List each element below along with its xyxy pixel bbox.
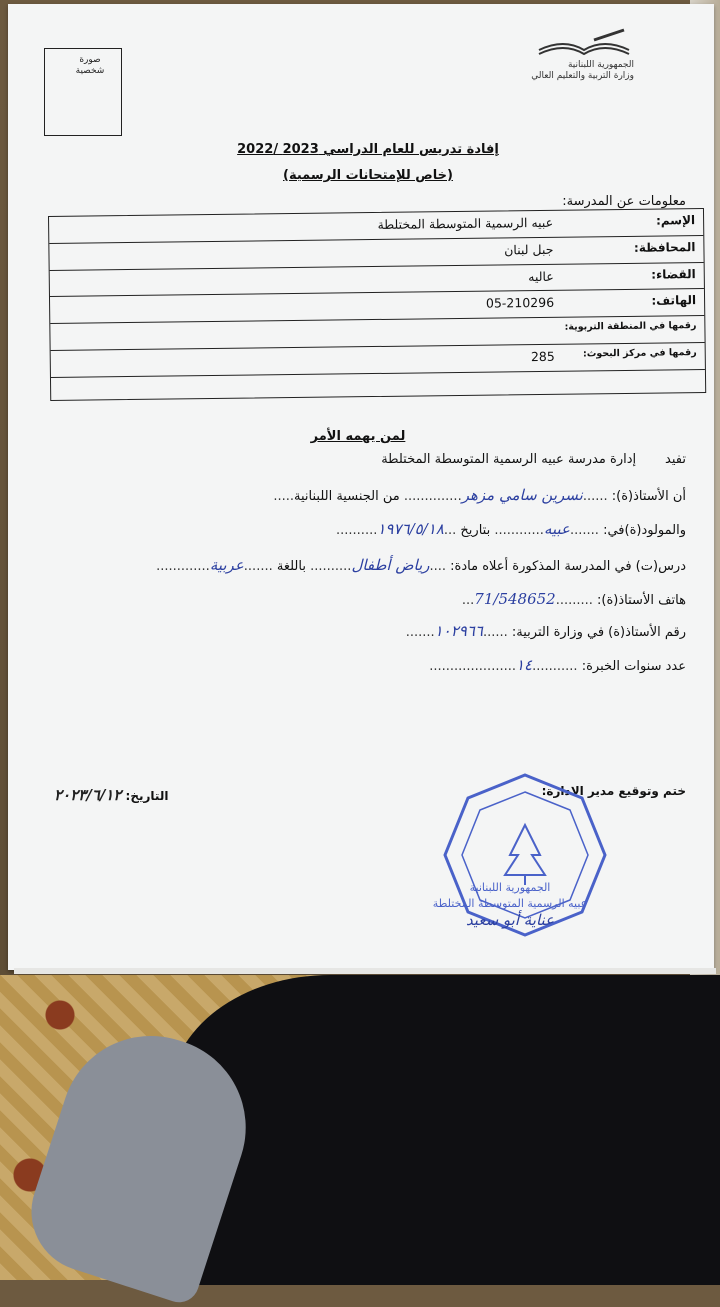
teacher-name: نسرين سامي مزهر [461, 486, 583, 504]
phone-label: هاتف الأستاذ(ة): [597, 593, 686, 608]
ministry-no-line: رقم الأستاذ(ة) في وزارة التربية: ......١٠٢٩٦٦....... [405, 622, 686, 640]
row-value: 05-210296 [485, 295, 555, 312]
birth-line: والمولود(ة)في: .......عبيه............ بتاريخ ...١٩٧٦/٥/١٨.......... [336, 520, 686, 538]
phone-value: 71/548652 [474, 590, 556, 608]
ministry-no-value: ١٠٢٩٦٦ [434, 622, 483, 640]
book-logo-icon [534, 28, 634, 58]
school-info-table [48, 208, 706, 401]
photo-box [44, 48, 122, 136]
row-label: رقمها في مركز البحوث: [582, 347, 697, 360]
row-label: الهاتف: [651, 293, 697, 309]
document-title: إفادة تدريس للعام الدراسي 2023 /2022 [237, 142, 499, 157]
language-value: عربية [209, 556, 244, 574]
date-label-footer: التاريخ: [125, 789, 169, 803]
row-value: عاليه [528, 268, 554, 284]
row-label: الإسم: [655, 213, 696, 228]
stamp-center-text: عبيه الرسمية المتوسطة المختلطة [432, 897, 588, 910]
experience-line: عدد سنوات الخبرة: ...........١٤..................... [429, 656, 686, 674]
stamp-ring-text: الجمهورية اللبنانية [469, 881, 551, 894]
subject-value: رياض أطفال [351, 556, 430, 574]
sign-label: ختم وتوقيع مدير الادارة: [541, 784, 686, 798]
row-label: المحافظة: [633, 239, 696, 255]
ministry-no-label: رقم الأستاذ(ة) في وزارة التربية: [511, 625, 686, 640]
birth-place: عبيه [543, 520, 570, 538]
taught-label: درس(ت) في المدرسة المذكورة أعلاه مادة: [450, 559, 686, 574]
row-label: القضاء: [651, 266, 696, 282]
to-whom-heading: لمن يهمه الأمر [310, 429, 406, 444]
stamp-text [410, 880, 610, 928]
nationality-text: من الجنسية اللبنانية [294, 489, 400, 504]
signer-signature: عناية أبو سعيد [465, 911, 555, 929]
born-label: والمولود(ة)في: [603, 523, 686, 538]
language-label: باللغة [276, 559, 306, 574]
dark-cloth [170, 975, 720, 1285]
teacher-line: أن الأستاذ(ة): ......نسرين سامي مزهر.............. من الجنسية اللبنانية..... [273, 486, 686, 504]
paper-edge [14, 968, 716, 974]
header-line-1: الجمهورية اللبنانية [567, 60, 634, 70]
date-line [54, 786, 168, 804]
phone-line: هاتف الأستاذ(ة): .........71/548652... [461, 590, 686, 608]
row-label: رقمها في المنطقة التربوية: [564, 320, 697, 333]
years-value: ١٤ [515, 656, 533, 674]
document-subtitle: (خاص للإمتحانات الرسمية) [283, 168, 453, 183]
date-label: بتاريخ [460, 523, 491, 538]
date-value: ٢٠٢٣/٦/١٢ [54, 786, 122, 804]
teacher-label: أن الأستاذ(ة): [611, 489, 686, 504]
ministry-header [524, 28, 634, 82]
certifies-line [381, 452, 686, 467]
admin-text: إدارة مدرسة عبيه الرسمية المتوسطة المختلطة [381, 452, 637, 467]
row-value: جبل لبنان [504, 241, 554, 258]
school-section-label: معلومات عن المدرسة: [562, 194, 686, 209]
header-line-2: وزارة التربية والتعليم العالي [531, 71, 634, 81]
row-value: 285 [530, 348, 555, 365]
certifies-word: تفيد [665, 452, 686, 467]
subject-line: درس(ت) في المدرسة المذكورة أعلاه مادة: ....رياض أطفال.......... باللغة .......عربية............. [156, 556, 686, 574]
photo-box-label: صورة شخصية [75, 55, 105, 76]
row-value: عبيه الرسمية المتوسطة المختلطة [377, 214, 554, 232]
years-label: عدد سنوات الخبرة: [581, 659, 686, 674]
birth-date: ١٩٧٦/٥/١٨ [377, 520, 444, 538]
